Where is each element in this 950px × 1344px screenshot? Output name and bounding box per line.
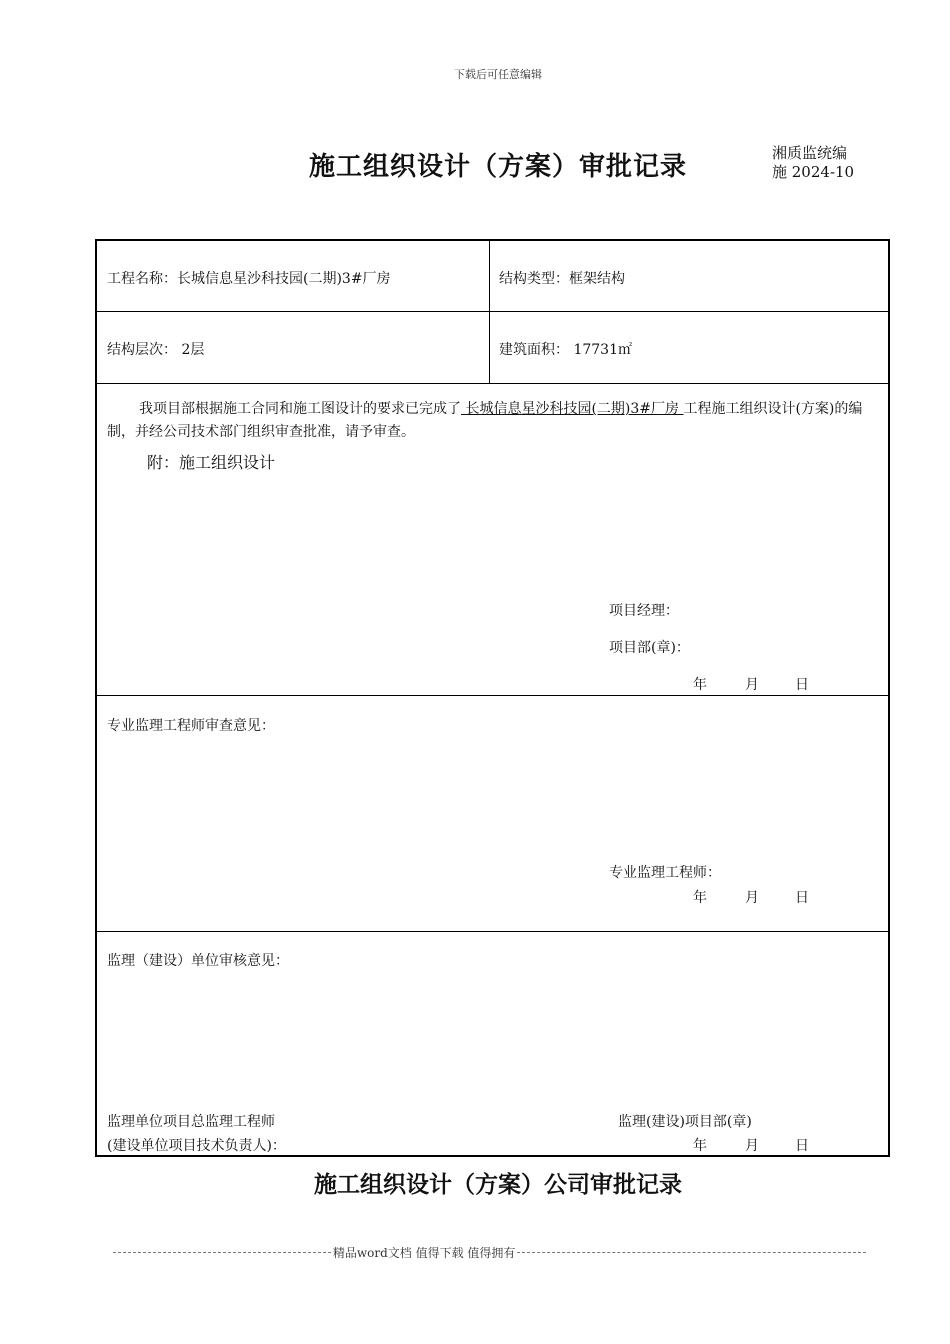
row-divider: [97, 311, 888, 312]
application-text-before: 我项目部根据施工合同和施工图设计的要求已完成了: [139, 401, 461, 417]
date-month: 月: [745, 1138, 759, 1154]
footer-dash-right: [517, 1252, 866, 1253]
attachment-line: 附：施工组织设计: [147, 453, 276, 472]
application-paragraph: [107, 398, 885, 444]
form-code-line1: 湘质监统编: [772, 144, 848, 162]
form-code: [772, 144, 854, 182]
application-project-name: 长城信息星沙科技园(二期)3#厂房: [461, 401, 684, 417]
engineer-review-date: [693, 887, 809, 907]
column-divider: [489, 241, 490, 383]
footer-dash-left: [113, 1252, 331, 1253]
supervision-dept-seal-label: 监理(建设)项目部(章): [618, 1114, 752, 1130]
date-year: 年: [693, 1138, 707, 1154]
chief-engineer-label: 监理单位项目总监理工程师: [107, 1114, 275, 1130]
row-divider: [97, 695, 888, 696]
area-field: 建筑面积： 17731㎡: [499, 342, 632, 358]
structure-type-field: 结构类型：框架结构: [499, 271, 625, 287]
supervision-review-date: [693, 1135, 809, 1155]
date-year: 年: [693, 890, 707, 906]
page-title: 施工组织设计（方案）审批记录: [308, 152, 687, 182]
date-day: 日: [795, 677, 809, 693]
header-note: 下载后可任意编辑: [454, 68, 542, 81]
application-text-after: 工程施工组织设计(方案)的编制，并经公司技术部门组织审查批准，请予审查。: [107, 401, 863, 440]
supervision-review-label: 监理（建设）单位审核意见：: [107, 953, 289, 969]
row-divider: [97, 931, 888, 932]
project-manager-label: 项目经理：: [609, 603, 679, 619]
engineer-review-label: 专业监理工程师审查意见：: [107, 718, 275, 734]
footer: [113, 1244, 866, 1261]
technical-lead-label: (建设单位项目技术负责人)：: [107, 1138, 286, 1154]
application-date: [693, 674, 809, 694]
project-dept-seal-label: 项目部(章)：: [609, 640, 690, 656]
footer-text: 精品word文档 值得下载 值得拥有: [332, 1246, 516, 1260]
form-code-line2: 施 2024-10: [772, 163, 855, 181]
project-name-field: 工程名称：长城信息星沙科技园(二期)3#厂房: [107, 271, 391, 287]
date-month: 月: [745, 890, 759, 906]
row-divider: [97, 383, 888, 384]
date-day: 日: [795, 1138, 809, 1154]
floors-field: 结构层次： 2层: [107, 342, 205, 358]
date-month: 月: [745, 677, 759, 693]
date-day: 日: [795, 890, 809, 906]
engineer-signer-label: 专业监理工程师：: [609, 865, 721, 881]
approval-form-table: [95, 239, 890, 1157]
date-year: 年: [693, 677, 707, 693]
company-approval-title: 施工组织设计（方案）公司审批记录: [314, 1171, 682, 1198]
